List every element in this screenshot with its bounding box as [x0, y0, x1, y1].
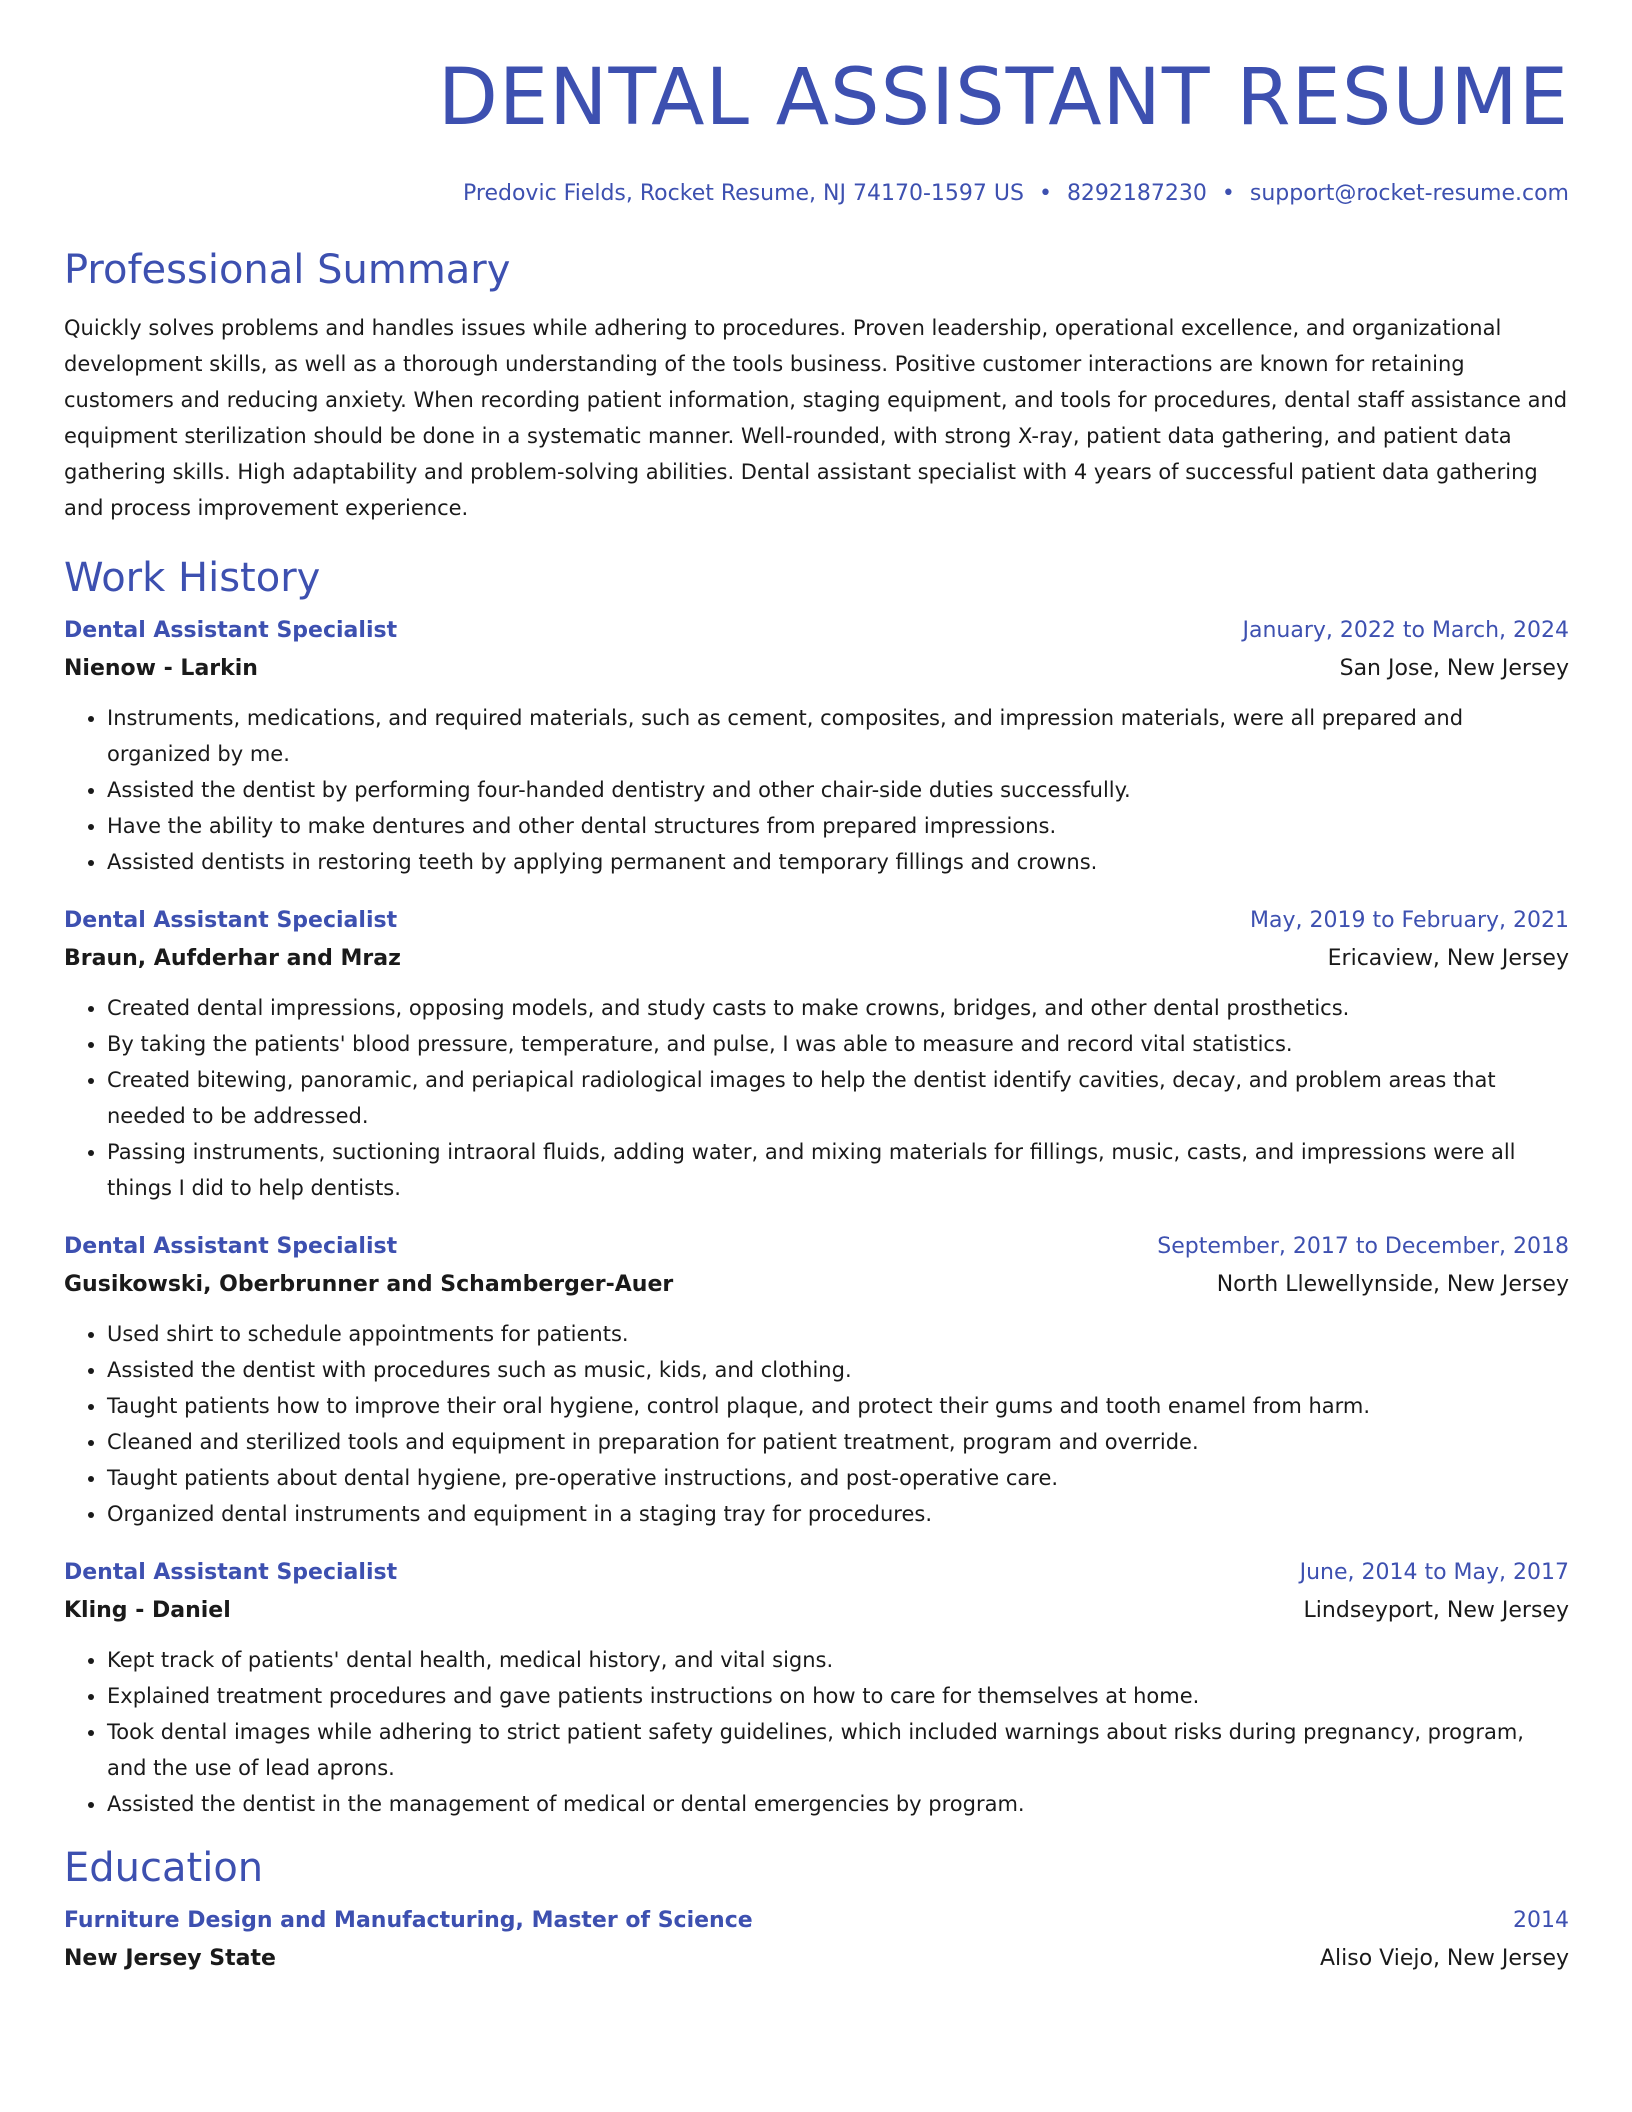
education-heading: Education: [64, 1845, 264, 1892]
job-dates: September, 2017 to December, 2018: [1157, 1234, 1569, 1260]
contact-separator: •: [1221, 180, 1235, 206]
job-company: Gusikowski, Oberbrunner and Schamberger-Auer: [64, 1272, 674, 1298]
job-company: Kling - Daniel: [64, 1598, 231, 1624]
education-degree: Furniture Design and Manufacturing, Master of Science: [64, 1908, 753, 1934]
education-school: New Jersey State: [64, 1946, 276, 1972]
job-bullet: • Taught patients how to improve their oral hygiene, control plaque, and protect their gums and tooth enamel from harm.: [107, 1388, 1569, 1424]
job-company: Nienow - Larkin: [64, 656, 258, 682]
job-location: Ericaview, New Jersey: [1327, 946, 1569, 972]
job-bullet: • Assisted dentists in restoring teeth by applying permanent and temporary fillings and crowns.: [107, 844, 1569, 880]
job-location: Lindseyport, New Jersey: [1303, 1598, 1569, 1624]
job-bullets: [64, 700, 1569, 880]
job-bullet: • Passing instruments, suctioning intraoral fluids, adding water, and mixing materials for fillings, music, casts, and impressions were all things I did to help dentists.: [107, 1134, 1569, 1206]
job-bullet: • Created dental impressions, opposing models, and study casts to make crowns, bridges, and other dental prosthetics.: [107, 990, 1569, 1026]
job-location: North Llewellynside, New Jersey: [1216, 1272, 1569, 1298]
education-year: 2014: [1513, 1908, 1569, 1934]
job-bullet: • Have the ability to make dentures and other dental structures from prepared impressions.: [107, 808, 1569, 844]
job-entry: [64, 612, 1569, 880]
job-bullet: • Kept track of patients' dental health, medical history, and vital signs.: [107, 1642, 1569, 1678]
job-bullet: • Organized dental instruments and equipment in a staging tray for procedures.: [107, 1496, 1569, 1532]
job-bullet: • Took dental images while adhering to strict patient safety guidelines, which included warnings about risks during pregnancy, program, and the use of lead aprons.: [107, 1714, 1569, 1786]
job-bullets: [64, 1642, 1569, 1822]
contact-phone: 8292187230: [1066, 180, 1207, 206]
job-bullet: • Assisted the dentist with procedures such as music, kids, and clothing.: [107, 1352, 1569, 1388]
contact-address: Predovic Fields, Rocket Resume, NJ 74170-1597 US: [463, 180, 1024, 206]
job-bullet: • Used shirt to schedule appointments for patients.: [107, 1316, 1569, 1352]
work-history-heading: Work History: [64, 555, 321, 602]
job-bullet: • Assisted the dentist by performing four-handed dentistry and other chair-side duties successfully.: [107, 772, 1569, 808]
job-bullet: • Explained treatment procedures and gave patients instructions on how to care for themselves at home.: [107, 1678, 1569, 1714]
job-dates: June, 2014 to May, 2017: [1299, 1560, 1569, 1586]
summary-text: Quickly solves problems and handles issues while adhering to procedures. Proven leadership, operational excellence, and organizational development skills, as well as a thorough understanding of the tools business. Positive customer interactions are known for retaining customers and reducing anxiety. When recording patient information, staging equipment, and tools for procedures, dental staff assistance and equipment sterilization should be done in a systematic manner. Well-rounded, with strong X-ray, patient data gathering, and patient data gathering skills. High adaptability and problem-solving abilities. Dental assistant specialist with 4 years of successful patient data gathering and process improvement experience.: [64, 316, 1568, 521]
job-entry: [64, 1554, 1569, 1822]
job-role: Dental Assistant Specialist: [64, 908, 398, 934]
job-bullet: • Instruments, medications, and required materials, such as cement, composites, and impression materials, were all prepared and organized by me.: [107, 700, 1569, 772]
contact-email[interactable]: support@rocket-resume.com: [1249, 180, 1569, 206]
job-bullet: • Assisted the dentist in the management of medical or dental emergencies by program.: [107, 1786, 1569, 1822]
job-bullet: • Cleaned and sterilized tools and equipment in preparation for patient treatment, program and override.: [107, 1424, 1569, 1460]
job-role: Dental Assistant Specialist: [64, 618, 398, 644]
job-dates: May, 2019 to February, 2021: [1250, 908, 1569, 934]
contact-separator: •: [1038, 180, 1052, 206]
education-entry: [64, 1902, 1569, 1978]
job-dates: January, 2022 to March, 2024: [1242, 618, 1569, 644]
job-location: San Jose, New Jersey: [1339, 656, 1569, 682]
job-bullet: • Taught patients about dental hygiene, pre-operative instructions, and post-operative care.: [107, 1460, 1569, 1496]
job-bullets: [64, 1316, 1569, 1532]
job-role: Dental Assistant Specialist: [64, 1560, 398, 1586]
job-company: Braun, Aufderhar and Mraz: [64, 946, 401, 972]
job-bullets: [64, 990, 1569, 1206]
job-entry: [64, 902, 1569, 1206]
job-bullet: • Created bitewing, panoramic, and periapical radiological images to help the dentist identify cavities, decay, and problem areas that needed to be addressed.: [107, 1062, 1569, 1134]
education-location: Aliso Viejo, New Jersey: [1319, 1946, 1569, 1972]
summary-heading: Professional Summary: [64, 247, 511, 294]
job-bullet: • By taking the patients' blood pressure, temperature, and pulse, I was able to measure and record vital statistics.: [107, 1026, 1569, 1062]
resume-title: DENTAL ASSISTANT RESUME: [437, 53, 1569, 143]
job-entry: [64, 1228, 1569, 1532]
job-role: Dental Assistant Specialist: [64, 1234, 398, 1260]
contact-line: [64, 180, 1569, 209]
